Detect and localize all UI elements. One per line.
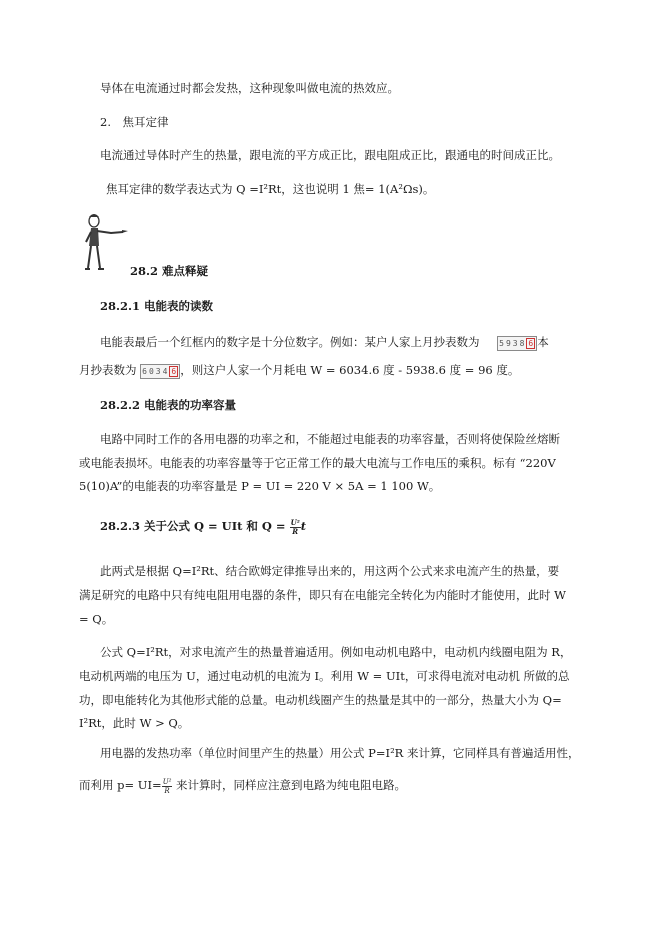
power-text-end: 来计算时，同样应注意到电路为纯电阻电路。 (172, 778, 407, 792)
paragraph-motor-2: 电动机两端的电压为 U，通过电动机的电流为 I。利用 W = UIt，可求得电流对电动机 所做的总 (79, 669, 570, 683)
paragraph-power-2 (79, 777, 406, 795)
formula-t: t (300, 519, 307, 533)
meter-text-1-end: 本 (537, 335, 549, 349)
paragraph-derivation-1: 此两式是根据 Q=I²Rt、结合欧姆定律推导出来的，用这两个公式来求电流产生的热量，要 (100, 564, 560, 578)
meter-display-this-month (140, 364, 180, 379)
meter-text-2-end: ，则这户人家一个月耗电 W = 6034.6 度 - 5938.6 度 = 96 度。 (180, 363, 520, 377)
paragraph-motor-4: I²Rt，此时 W > Q。 (79, 716, 190, 730)
subsection-meter-reading: 28.2.1 电能表的读数 (100, 299, 214, 313)
fraction-numerator: U² (290, 517, 300, 527)
power-text-start: 而利用 p= UI= (79, 778, 162, 792)
power-fraction-numerator: U² (162, 777, 172, 786)
paragraph-joule-formula: 焦耳定律的数学表达式为 Q =I²Rt，这也说明 1 焦= 1(A²Ωs)。 (106, 182, 435, 196)
paragraph-capacity-2: 或电能表损坏。电能表的功率容量等于它正常工作的最大电流与工作电压的乘积。标有 “220V (79, 456, 556, 470)
paragraph-motor-1: 公式 Q=I²Rt，对求电流产生的热量普遍适用。例如电动机电路中，电动机内线圈电阻为 R， (100, 645, 572, 659)
section-title: 28.2 难点释疑 (130, 264, 209, 278)
formula-heading-text: 28.2.3 关于公式 Q = UIt 和 Q = (100, 519, 286, 533)
formula-fraction (290, 519, 301, 536)
paragraph-derivation-3: = Q。 (79, 612, 114, 626)
meter-text-1: 电能表最后一个红框内的数字是十分位数字。例如：某户人家上月抄表数为 (100, 335, 480, 349)
meter1-tenths: 6 (528, 338, 534, 348)
paragraph-joule-law: 电流通过导体时产生的热量，跟电流的平方成正比，跟电阻成正比，跟通电的时间成正比。 (100, 148, 560, 162)
paragraph-motor-3: 功，即电能转化为其他形式能的总量。电动机线圈产生的热量是其中的一部分，热量大小为 Q= (79, 693, 562, 707)
paragraph-capacity-3: 5(10)A”的电能表的功率容量是 P = UI = 220 V × 5A = 1 100 W。 (79, 479, 441, 493)
power-fraction-denominator: R (164, 786, 170, 795)
meter2-tenths: 6 (171, 366, 177, 376)
paragraph-derivation-2: 满足研究的电路中只有纯电阻用电器的条件，即只有在电能完全转化为内能时才能使用，此时 W (79, 588, 566, 602)
subsection-formulas (100, 518, 306, 536)
meter-display-last-month (497, 336, 537, 351)
subsection-meter-capacity: 28.2.2 电能表的功率容量 (100, 398, 237, 412)
heading-joule-law: 2. 焦耳定律 (100, 115, 169, 129)
meter-text-2-start: 月抄表数为 (79, 363, 137, 377)
meter2-digits: 6034 (142, 366, 170, 376)
paragraph-capacity-1: 电路中同时工作的各用电器的功率之和，不能超过电能表的功率容量，否则将使保险丝熔断 (100, 432, 560, 446)
power-fraction (162, 778, 173, 795)
paragraph-meter-reading-1 (100, 334, 549, 351)
pointing-man-figure (84, 212, 130, 275)
paragraph-heat-effect: 导体在电流通过时都会发热，这种现象叫做电流的热效应。 (100, 81, 399, 95)
paragraph-power-1: 用电器的发热功率（单位时间里产生的热量）用公式 P=I²R 来计算，它同样具有普遍适用性， (100, 746, 580, 760)
fraction-denominator: R (292, 526, 299, 536)
paragraph-meter-reading-2 (79, 362, 519, 379)
meter1-digits: 5938 (499, 338, 527, 348)
